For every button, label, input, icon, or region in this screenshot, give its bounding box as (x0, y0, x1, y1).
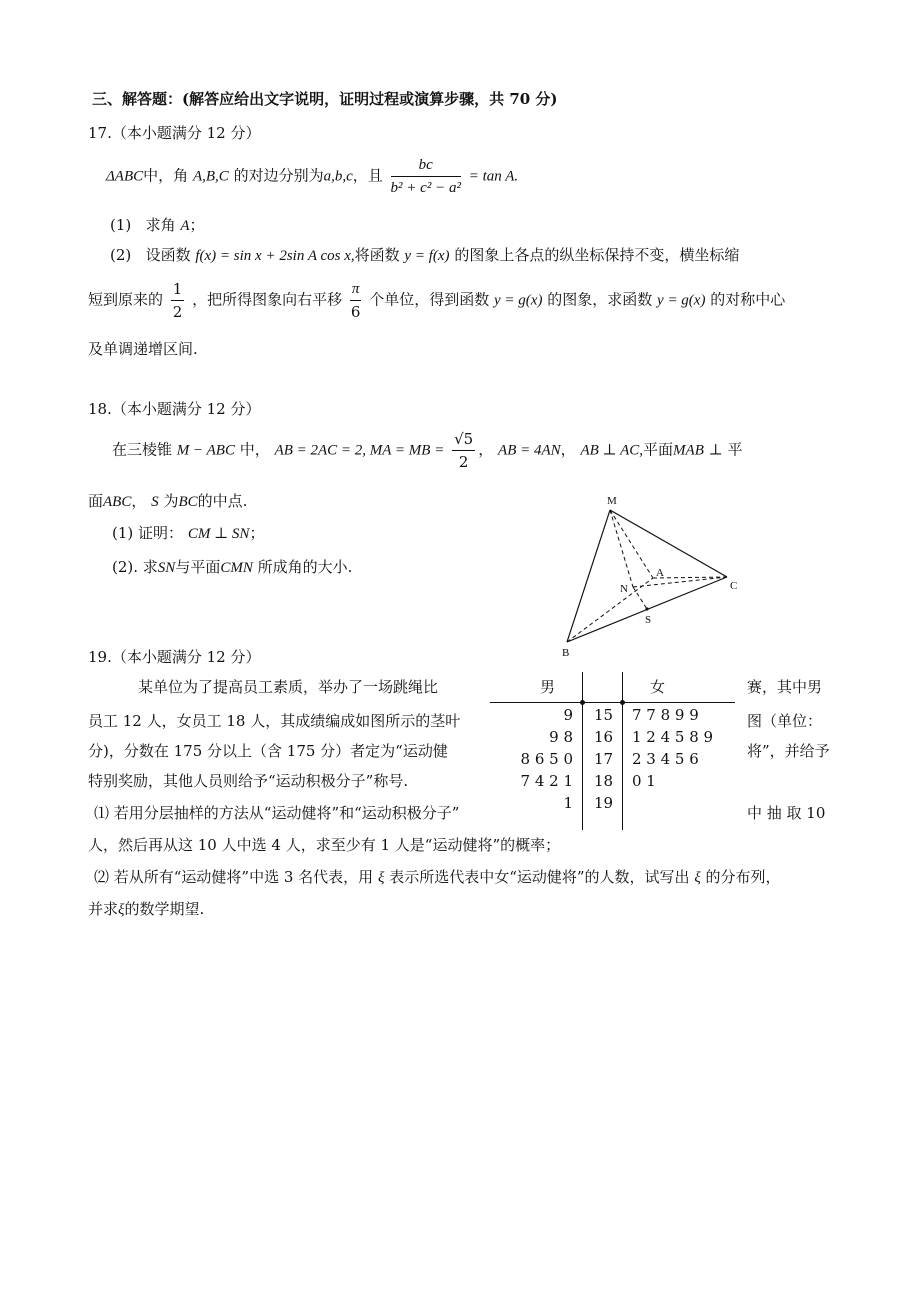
q17-half-num: 1 (171, 278, 185, 301)
q18-plane: MAB (673, 442, 704, 459)
male-leaves: 8 6 5 0 (520, 750, 573, 768)
q17-frac-num: bc (391, 154, 461, 177)
q17-p2-line2-d: 的图象，求函数 (547, 290, 653, 309)
q19-part1-a: ⑴ 若用分层抽样的方法从“运动健将”和“运动积极分子” (94, 804, 460, 822)
q19-line4: 特别奖励，其他人员则给予“运动积极分子”称号. (88, 772, 409, 790)
q18-sqrt-num: √5 (452, 428, 475, 451)
q18-line1-a: 在三棱锥 (112, 440, 173, 459)
q18-line2-c: 为 (163, 492, 179, 510)
q19-p3-b: 的数学期望. (124, 900, 205, 918)
q18-eq: AB = 2AC = 2, MA = MB = (274, 442, 445, 459)
q17-p1-label: (1) (110, 216, 132, 234)
q17-p2-func: f(x) = sin x + 2sin A cos x, (195, 248, 355, 264)
male-leaves: 9 (563, 706, 573, 724)
q19-p2-b: 表示所选代表中女“运动健将”的人数，试写出 (389, 868, 690, 886)
dot-left (580, 700, 585, 705)
q18-eq2: AB = 4AN (498, 442, 561, 459)
q17-p2-label: (2) (110, 246, 132, 264)
q18-line2 (88, 490, 247, 511)
edge-ma (610, 510, 653, 578)
q17-stem-prefix: 中，角 (143, 166, 189, 185)
q19-part1-right: 中 抽 取 10 (747, 804, 826, 822)
male-leaves: 9 8 (549, 728, 573, 746)
label-b: B (562, 647, 570, 659)
stem-value: 16 (594, 728, 614, 746)
edge-ac (653, 577, 727, 578)
q18-line2-bc: BC (178, 494, 198, 510)
q17-stem (106, 154, 518, 199)
q17-p2-text-a: 设函数 (145, 246, 191, 264)
q17-pi-num: π (350, 278, 362, 301)
q19-p2-xi2: ξ (694, 870, 701, 886)
stem-value: 15 (594, 706, 614, 724)
edge-ba (567, 578, 653, 642)
q17-part2-line2 (88, 278, 785, 323)
q18-line2-d: 的中点. (197, 492, 248, 510)
q19-p2-c: 的分布列， (705, 868, 781, 886)
q19-p2-xi: ξ (377, 870, 385, 886)
q18-line1-e: 平面 (643, 440, 674, 459)
stemleaf-row (490, 794, 735, 816)
q17-p2-func2: y = f(x) (404, 248, 450, 264)
q18-part2 (112, 556, 352, 577)
q17-sides: a,b,c (323, 168, 353, 185)
q17-pi-den: 6 (350, 303, 361, 321)
q17-fraction (391, 154, 461, 199)
female-leaves: 7 7 8 9 9 (632, 706, 699, 724)
pyramid-figure (555, 490, 755, 660)
q18-line2-s: S (151, 494, 159, 510)
q19-p2-a: ⑵ 若从所有“运动健将”中选 3 名代表，用 (94, 868, 374, 886)
q18-eq3: AB ⊥ AC, (580, 442, 644, 459)
q17-p1-end: ； (189, 216, 205, 234)
q18-line2-a: 面 (88, 492, 104, 510)
q17-p2-text-b: 将函数 (354, 246, 400, 264)
q19-line3: 分)，分数在 175 分以上（含 175 分）者定为“运动健 (88, 742, 448, 760)
q17-p1-var: A (180, 218, 190, 234)
q17-p2-line2-c: 个单位，得到函数 (369, 290, 490, 309)
q18-line1-c: ， (478, 440, 494, 459)
q18-p2-c: 所成角的大小. (257, 558, 353, 576)
q18-line1 (112, 428, 743, 473)
q19-p3-a: 并求 (88, 900, 119, 918)
q17-pi-fraction (350, 278, 362, 323)
q17-p1-text: 求角 (145, 216, 176, 234)
q17-p2-g: y = g(x) (494, 292, 543, 309)
q19-line3-right: 将”，并给予 (747, 742, 830, 760)
q17-angles: A,B,C (192, 168, 229, 185)
q18-line1-d: ， (560, 440, 576, 459)
edge-ns (633, 587, 647, 609)
q17-p2-line2-a: 短到原来的 (88, 290, 164, 309)
q17-part1 (110, 214, 205, 235)
label-s: S (645, 614, 652, 626)
q18-sqrt-fraction (452, 428, 475, 473)
q17-frac-den: b² + c² − a² (390, 180, 461, 196)
q17-p2-g2: y = g(x) (657, 292, 706, 309)
q17-p2-text-c: 的图象上各点的纵坐标保持不变，横坐标缩 (454, 246, 740, 264)
section-heading: 三、解答题：(解答应给出文字说明，证明过程或演算步骤，共 70 分) (92, 90, 558, 108)
stemleaf-row (490, 750, 735, 772)
stem-leaf-plot (490, 672, 735, 830)
q18-line1-b: 中， (239, 440, 270, 459)
q18-sqrt-den: 2 (458, 453, 469, 471)
q17-part2-line1 (110, 244, 739, 265)
q17-rhs: = tan A. (468, 168, 519, 185)
point-s (645, 607, 648, 610)
q17-triangle: ΔABC (106, 168, 144, 185)
q17-half-den: 2 (172, 303, 183, 321)
q18-p2-cmn: CMN (220, 560, 253, 576)
q18-p2-b: 与平面 (175, 558, 221, 576)
q17-p2-line2-e: 的对称中心 (710, 290, 786, 309)
stemleaf-row (490, 728, 735, 750)
q18-p2: (2). 求 (112, 558, 158, 576)
stem-value: 17 (594, 750, 614, 768)
q18-p2-sn: SN (157, 560, 176, 576)
male-leaves: 7 4 2 1 (520, 772, 573, 790)
stemleaf-row (490, 706, 735, 728)
q19-line2-right: 图（单位： (747, 712, 823, 730)
q19-line1-right: 赛，其中男 (747, 678, 823, 696)
q17-stem-suffix: ，且 (352, 166, 383, 185)
q19-part1-b: 人，然后再从这 10 人中选 4 人，求至少有 1 人是“运动健将”的概率； (88, 836, 561, 854)
q18-part1 (112, 522, 264, 543)
q19-line1: 某单位为了提高员工素质，举办了一场跳绳比 (138, 678, 439, 696)
q17-number: 17.（本小题满分 12 分） (88, 124, 261, 142)
q19-part3 (88, 898, 204, 919)
edge-mb (567, 510, 610, 642)
stem-value: 18 (594, 772, 614, 790)
q18-p1: (1) 证明： (112, 524, 184, 542)
q18-line1-f: ⊥ 平 (708, 440, 743, 459)
label-n: N (620, 583, 628, 595)
header-female: 女 (650, 678, 666, 696)
q17-p2-line2-b: ，把所得图象向右平移 (192, 290, 343, 309)
q19-part2 (94, 866, 781, 887)
label-a: A (656, 567, 664, 579)
header-male: 男 (540, 678, 556, 696)
female-leaves: 2 3 4 5 6 (632, 750, 699, 768)
q18-p1-end: ； (249, 524, 265, 542)
q17-half-fraction (171, 278, 185, 323)
q19-number: 19.（本小题满分 12 分） (88, 648, 261, 666)
label-c: C (730, 580, 738, 592)
male-leaves: 1 (563, 794, 573, 812)
header-rule (490, 702, 735, 703)
q17-stem-mid: 的对边分别为 (233, 166, 324, 185)
q18-p1-eq: CM ⊥ SN (187, 526, 250, 542)
female-leaves: 0 1 (632, 772, 656, 790)
label-m: M (607, 495, 617, 507)
q18-line2-b: ， (131, 492, 147, 510)
female-leaves: 1 2 4 5 8 9 (632, 728, 714, 746)
q18-pyramid: M − ABC (176, 442, 235, 459)
q19-line2: 员工 12 人，女员工 18 人，其成绩编成如图所示的茎叶 (88, 712, 461, 730)
dot-right (620, 700, 625, 705)
q17-part2-line3: 及单调递增区间. (88, 340, 198, 358)
q19-p3-xi: ξ (118, 902, 125, 918)
q18-number: 18.（本小题满分 12 分） (88, 400, 261, 418)
stemleaf-row (490, 772, 735, 794)
q18-line2-plane: ABC (103, 494, 132, 510)
stem-value: 19 (594, 794, 614, 812)
edge-mc (610, 510, 727, 577)
